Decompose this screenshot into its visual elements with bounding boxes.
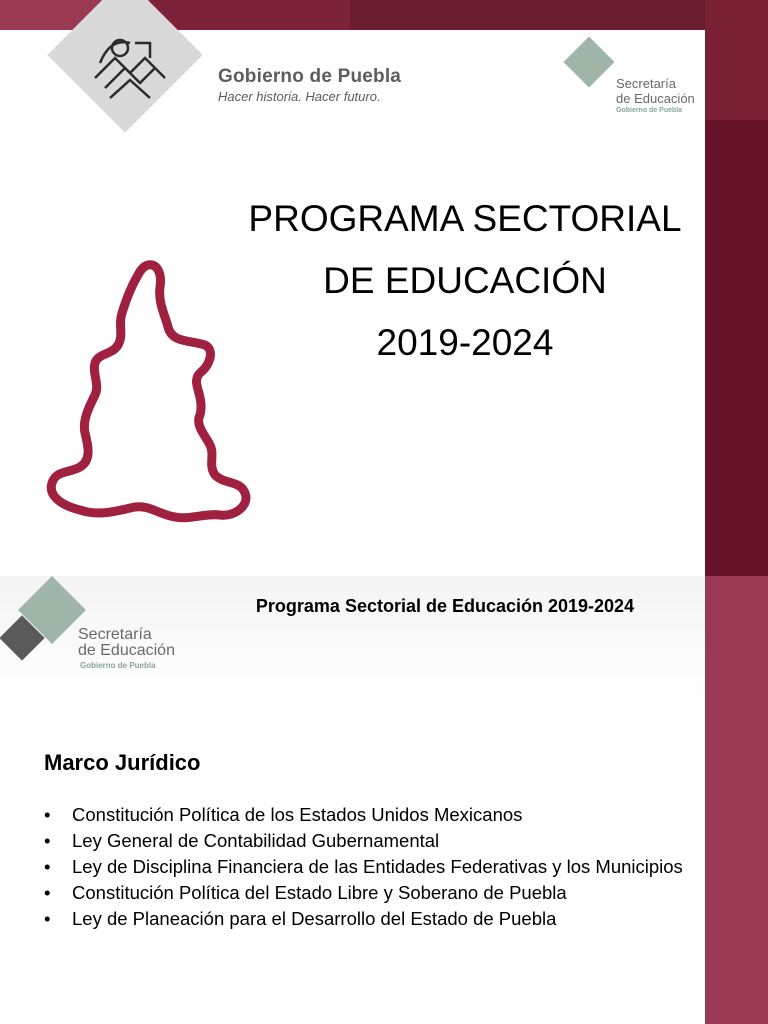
right-band xyxy=(705,576,768,1024)
list-item-text: Constitución Política del Estado Libre y Soberano de Puebla xyxy=(72,882,567,903)
secretaria-name-line1: Secretaría xyxy=(78,626,152,643)
secretaria-name-line2: de Educación xyxy=(616,91,695,106)
list-item xyxy=(44,906,694,932)
secretaria-name-line3: Gobierno de Puebla xyxy=(80,661,156,670)
list-item-text: Ley de Disciplina Financiera de las Entidades Federativas y los Municipios xyxy=(72,856,683,877)
secretaria-name-line3: Gobierno de Puebla xyxy=(616,107,683,114)
bullet: • xyxy=(44,856,51,877)
puebla-map-icon xyxy=(40,255,255,535)
top-band-mid xyxy=(150,0,350,30)
right-band-top xyxy=(705,0,768,120)
cover-title-line1: PROGRAMA SECTORIAL xyxy=(248,198,682,239)
section-heading: Marco Jurídico xyxy=(44,750,201,775)
list-item xyxy=(44,802,694,828)
gobierno-emblem-icon xyxy=(80,18,180,118)
slide-marco-juridico xyxy=(0,576,768,1024)
list-item xyxy=(44,854,694,880)
bullet: • xyxy=(44,908,51,929)
list-item-text: Ley General de Contabilidad Gubernamental xyxy=(72,830,440,851)
legal-framework-list xyxy=(44,802,694,932)
gobierno-title: Gobierno de Puebla xyxy=(218,66,402,87)
bullet: • xyxy=(44,882,51,903)
list-item xyxy=(44,828,694,854)
slide-header: Programa Sectorial de Educación 2019-2024 xyxy=(255,596,635,616)
cover-title-line3: 2019-2024 xyxy=(376,322,554,363)
list-item-text: Ley de Planeación para el Desarrollo del Estado de Puebla xyxy=(72,908,557,929)
secretaria-name-line1: Secretaría xyxy=(616,76,676,91)
list-item xyxy=(44,880,694,906)
cover-title xyxy=(225,188,705,374)
bullet: • xyxy=(44,804,51,825)
gobierno-slogan: Hacer historia. Hacer futuro. xyxy=(218,89,381,104)
secretaria-name-line2: de Educación xyxy=(78,642,175,659)
list-item-text: Constitución Política de los Estados Unidos Mexicanos xyxy=(72,804,523,825)
cover-title-line2: DE EDUCACIÓN xyxy=(323,260,607,301)
bullet: • xyxy=(44,830,51,851)
